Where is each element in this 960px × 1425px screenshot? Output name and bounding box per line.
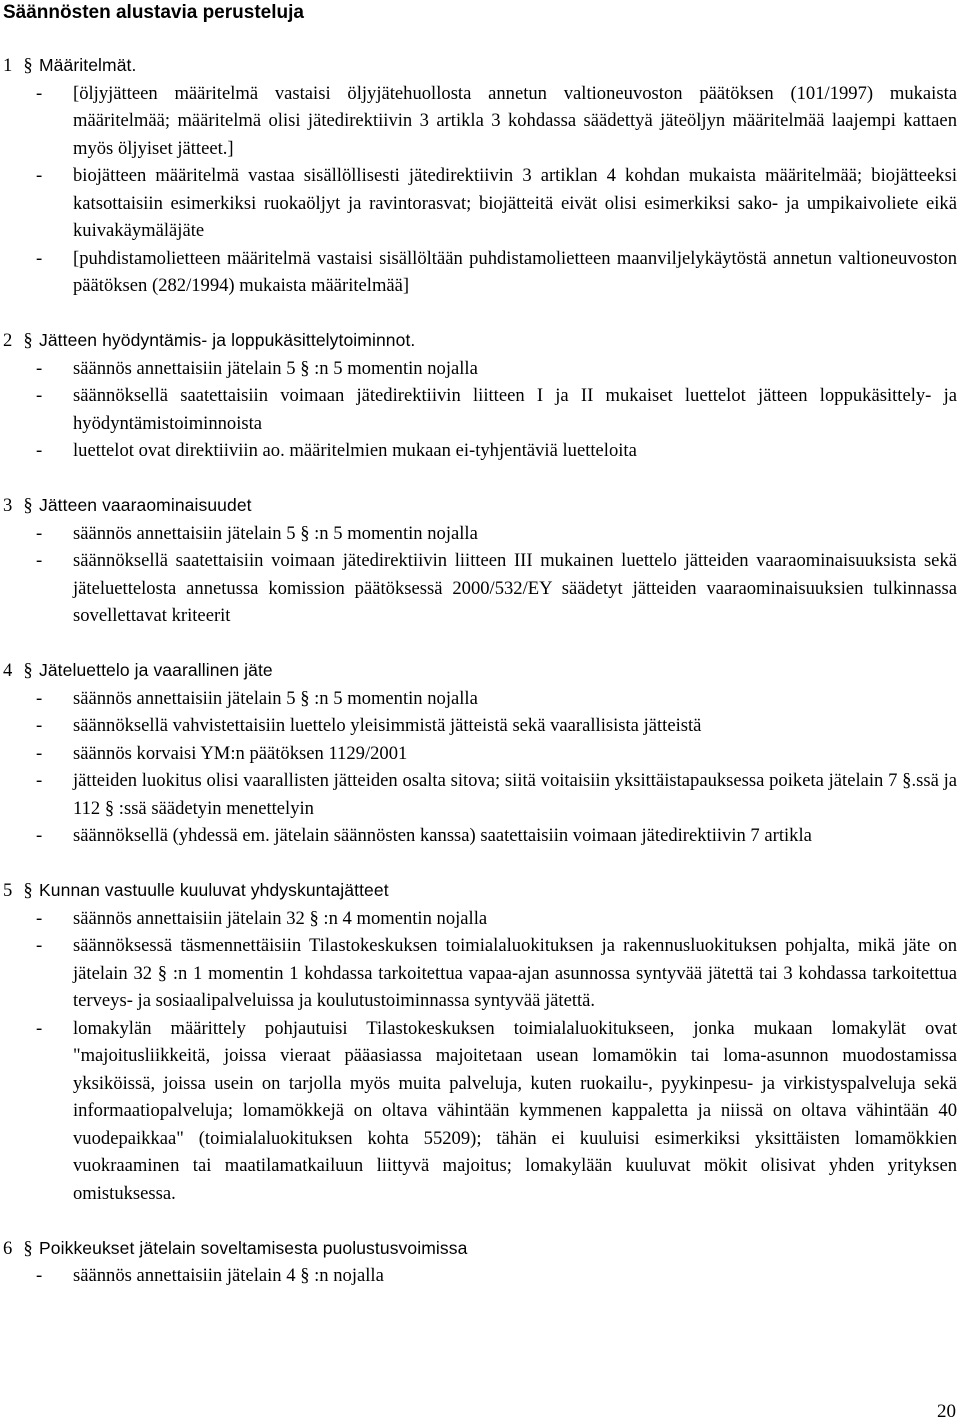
section-number: 2 [3,330,13,351]
list-item [3,355,957,383]
section-symbol: § [23,495,33,516]
list-dash: - [36,440,43,461]
section-title: Jäteluettelo ja vaarallinen jäte [39,660,273,680]
list-item [3,685,957,713]
list-item-text: säännös annettaisiin jätelain 5 § :n 5 momentin nojalla [73,522,478,544]
section-title: Poikkeukset jätelain soveltamisesta puolustusvoimissa [39,1237,468,1258]
list-dash: - [36,715,43,736]
section-title: Jätteen hyödyntämis- ja loppukäsittelytoiminnot. [39,330,416,350]
section-number: 5 [3,880,13,901]
section-3 [3,492,957,630]
list-item [3,932,957,1015]
list-item [3,162,957,245]
section-heading [3,1235,957,1263]
section-heading [3,327,957,355]
section-number: 1 [3,55,13,76]
list-item-text: lomakylän määrittely pohjautuisi Tilastokeskuksen toimialaluokitukseen, jonka mukaan lomakylät ovat "majoitusliikkeitä, joissa vieraat pääasiassa majoitetaan usean lomamökin tai loma-asunnon muodostamissa yksiköissä, joissa usein on tarjolla myös muita palveluja, kuten ruokailu-, pyykinpesu- ja virkistyspalveluja sekä informaatiopalveluja; lomamökkejä on oltava vähintään kymmenen kappaletta ja niissä on oltava vähintään 40 vuodepaikkaa" (toimialaluokituksen kohta 55209); tähän ei kuuluisi esimerkiksi yksittäisten lomamökkien vuokraaminen tai maatilamatkailuun liittyvä majoitus; lomakylään kuuluvat mökit olisivat yhden yrityksen omistuksessa. [73,1017,957,1204]
list-item-text: säännös annettaisiin jätelain 5 § :n 5 momentin nojalla [73,687,478,709]
list-dash: - [36,742,43,764]
document-title: Säännösten alustavia perusteluja [3,2,304,23]
section-symbol: § [23,660,33,681]
list-dash: - [36,1265,43,1286]
list-item [3,1015,957,1208]
list-item-text: säännöksellä (yhdessä em. jätelain säännösten kanssa) saatettaisiin voimaan jätedirektiivin 7 artikla [73,825,812,846]
page-number: 20 [937,1401,956,1422]
list-dash: - [36,165,43,186]
section-title: Määritelmät. [39,55,137,75]
list-item [3,437,957,465]
list-dash: - [36,1017,43,1039]
list-dash: - [36,687,43,709]
list-dash: - [36,935,43,956]
list-item [3,1262,957,1290]
section-number: 6 [3,1237,13,1259]
section-title: Kunnan vastuulle kuuluvat yhdyskuntajätteet [39,880,389,900]
list-dash: - [36,385,43,406]
section-heading [3,492,957,520]
list-item [3,822,957,850]
list-item-text: säännös korvaisi YM:n päätöksen 1129/2001 [73,742,408,764]
list-item-text: säännöksellä saatettaisiin voimaan jätedirektiivin liitteen I ja II mukaiset luettelot jätteen loppukäsittely- ja hyödyntämistoiminnoista [73,385,957,434]
section-number: 3 [3,495,13,516]
list-item-text: säännös annettaisiin jätelain 32 § :n 4 momentin nojalla [73,907,488,929]
section-symbol: § [23,880,33,901]
list-item-text: säännöksellä saatettaisiin voimaan jätedirektiivin liitteen III mukainen luettelo jätteiden vaaraominaisuuksista sekä jäteluettelosta annetussa komission päätöksessä 2000/532/EY säädetyt jätteiden vaaraominaisuuksien tulkinnassa sovellettavat kriteerit [73,550,957,626]
list-item [3,712,957,740]
list-item-text: biojätteen määritelmä vastaa sisällöllisesti jätedirektiivin 3 artiklan 4 kohdan mukaista määritelmää; biojätteeksi katsottaisiin esimerkiksi ruokaöljyt ja ravintorasvat; biojätteitä eivät olisi esimerkiksi sako- ja umpikaivoliete eikä kuivakäymäläjäte [73,165,957,241]
section-symbol: § [23,330,33,351]
list-item [3,80,957,163]
list-item [3,740,957,768]
list-item [3,767,957,822]
section-title: Jätteen vaaraominaisuudet [39,495,252,515]
section-heading [3,657,957,685]
list-dash: - [36,825,43,846]
section-4 [3,657,957,850]
section-heading [3,877,957,905]
list-dash: - [36,357,43,379]
list-dash: - [36,82,43,104]
list-item-text: luettelot ovat direktiiviin ao. määritelmien mukaan ei-tyhjentäviä luetteloita [73,440,637,461]
list-item [3,382,957,437]
list-item-text: säännös annettaisiin jätelain 5 § :n 5 momentin nojalla [73,357,478,379]
list-dash: - [36,907,43,929]
list-item [3,245,957,300]
list-item [3,547,957,630]
list-item-text: [öljyjätteen määritelmä vastaisi öljyjätehuollosta annetun valtioneuvoston päätöksen (101/1997) mukaista määritelmää; määritelmä olisi jätedirektiivin 3 artikla 3 kohdassa säädettyä jäteöljyn määritelmää laajempi kattaen myös öljyiset jätteet.] [73,82,957,159]
section-6 [3,1235,957,1290]
list-item-text: [puhdistamolietteen määritelmä vastaisi sisällöltään puhdistamolietteen maanviljelykäytöstä annetun valtioneuvoston päätöksen (282/1994) mukaista määritelmää] [73,247,957,296]
list-item-text: säännöksellä vahvistettaisiin luettelo yleisimmistä jätteistä sekä vaarallisista jätteistä [73,715,702,736]
list-item [3,520,957,548]
list-dash: - [36,522,43,544]
section-number: 4 [3,660,13,681]
document-body [3,52,957,1290]
list-dash: - [36,247,43,269]
list-item-text: jätteiden luokitus olisi vaarallisten jätteiden osalta sitova; siitä voitaisiin yksittäistapauksessa poiketa jätelain 7 §.ssä ja 112 § :ssä säädetyin menettelyin [73,770,957,819]
list-item-text: säännös annettaisiin jätelain 4 § :n nojalla [73,1265,384,1286]
section-symbol: § [23,1237,33,1259]
section-2 [3,327,957,465]
section-1 [3,52,957,300]
list-dash: - [36,550,43,571]
section-symbol: § [23,55,33,76]
list-item-text: säännöksessä täsmennettäisiin Tilastokeskuksen toimialaluokituksen ja rakennusluokituksen pohjalta, mikä jäte on jätelain 32 § :n 1 momentin 1 kohdassa tarkoitettua vapaa-ajan asunnossa syntyvää jätettä tai 3 kohdassa tarkoitettua terveys- ja sosiaalipalveluissa ja koulutustoiminnassa syntyvää jätettä. [73,935,957,1011]
list-dash: - [36,770,43,791]
section-5 [3,877,957,1207]
section-heading [3,52,957,80]
list-item [3,905,957,933]
